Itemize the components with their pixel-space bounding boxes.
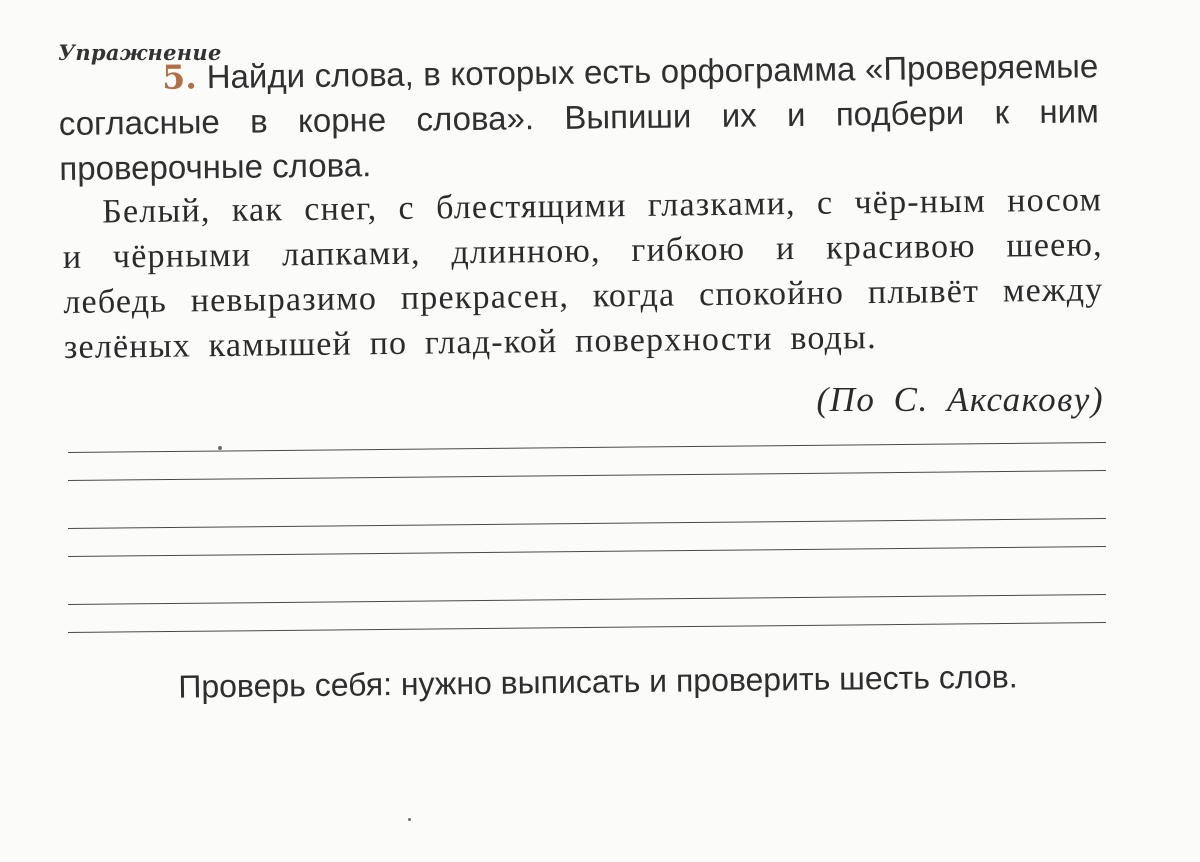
exercise-number: 5.: [162, 57, 197, 97]
exercise-task-text: Найди слова, в которых есть орфограмма «Проверяемые согласные в корне слова». Выпиши их и подбери к ним проверочные слова.: [58, 47, 1099, 187]
answer-line[interactable]: [68, 442, 1106, 453]
answer-line[interactable]: [68, 518, 1106, 529]
paper-speck: [218, 446, 222, 450]
reading-passage: Белый, как снег, с блестящими глазками, с чёр-ным носом и чёрными лапками, длинною, гибкою и красивою шеею, лебедь невыразимо прекрасен, когда спокойно плывёт между зелёных камышей по глад-кой поверхности воды.: [62, 181, 1104, 366]
paper-speck: [408, 818, 411, 821]
answer-line[interactable]: [68, 594, 1106, 605]
passage-source: (По С. Аксакову): [816, 380, 1104, 419]
answer-lines[interactable]: [68, 440, 1108, 670]
exercise-task: [58, 43, 1100, 191]
answer-line[interactable]: [68, 622, 1106, 633]
answer-line[interactable]: [68, 546, 1106, 557]
exercise-heading: Упражнение: [58, 40, 222, 65]
self-check-note: Проверь себя: нужно выписать и проверить шесть слов.: [178, 658, 1018, 705]
answer-line[interactable]: [68, 470, 1106, 481]
